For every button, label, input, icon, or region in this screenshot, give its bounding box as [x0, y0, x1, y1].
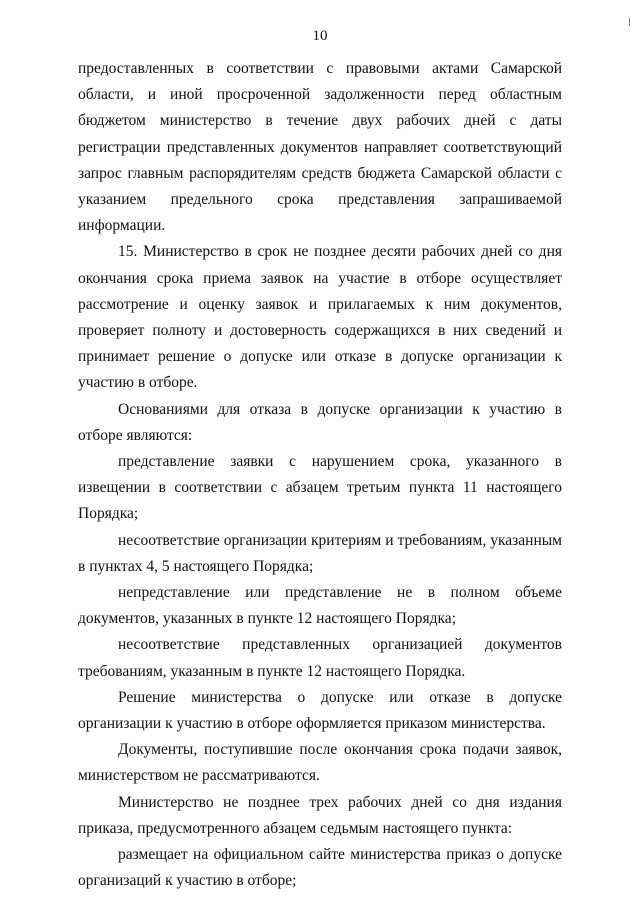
paragraph-ministry-actions: Министерство не позднее трех рабочих дней со дня издания приказа, предусмотренного абзацем седьмым настоящего пункта:: [78, 793, 562, 837]
paragraph-ground-late-submission: представление заявки с нарушением срока, указанного в извещении в соответствии с абзацем третьим пункта 11 настоящего Порядка;: [78, 453, 562, 523]
document-body: [78, 56, 562, 895]
paragraph-decision-order: Решение министерства о допуске или отказе в допуске организации к участию в отборе оформляется приказом министерства.: [78, 688, 562, 733]
paragraph-ground-nonconforming-documents: несоответствие представленных организацией документов требованиям, указанным в пункте 12 настоящего Порядка.: [78, 636, 562, 680]
paragraph-refusal-grounds: Основаниями для отказа в допуске организации к участию в отборе являются:: [78, 400, 562, 444]
page-number: 10: [312, 28, 328, 44]
paragraph-continuation: предоставленных в соответствии с правовыми актами Самарской области, и иной просроченной задолженности перед областным бюджетом министерство в течение двух рабочих дней с даты регистрации представленных документов направляет соответствующий запрос главным распорядителям средств бюджета Самарской области с указанием предельного срока представления запрашиваемой информации.: [78, 60, 562, 235]
paragraph-publish-order: размещает на официальном сайте министерства приказ о допуске организаций к участию в отборе;: [78, 846, 562, 890]
paragraph-clause-15: 15. Министерство в срок не позднее десяти рабочих дней со дня окончания срока приема заявок на участие в отборе осуществляет рассмотрение и оценку заявок и прилагаемых к ним документов, проверяет полноту и достоверность содержащихся в них сведений и принимает решение о допуске или отказе в допуске организации к участию в отборе.: [78, 243, 562, 392]
paragraph-late-documents: Документы, поступившие после окончания срока подачи заявок, министерством не рассматриваются.: [78, 741, 562, 785]
scan-mark: [629, 18, 630, 26]
paragraph-ground-criteria: несоответствие организации критериям и требованиям, указанным в пунктах 4, 5 настоящего Порядка;: [78, 531, 562, 575]
paragraph-ground-incomplete-documents: непредставление или представление не в полном объеме документов, указанных в пункте 12 настоящего Порядка;: [78, 584, 562, 628]
